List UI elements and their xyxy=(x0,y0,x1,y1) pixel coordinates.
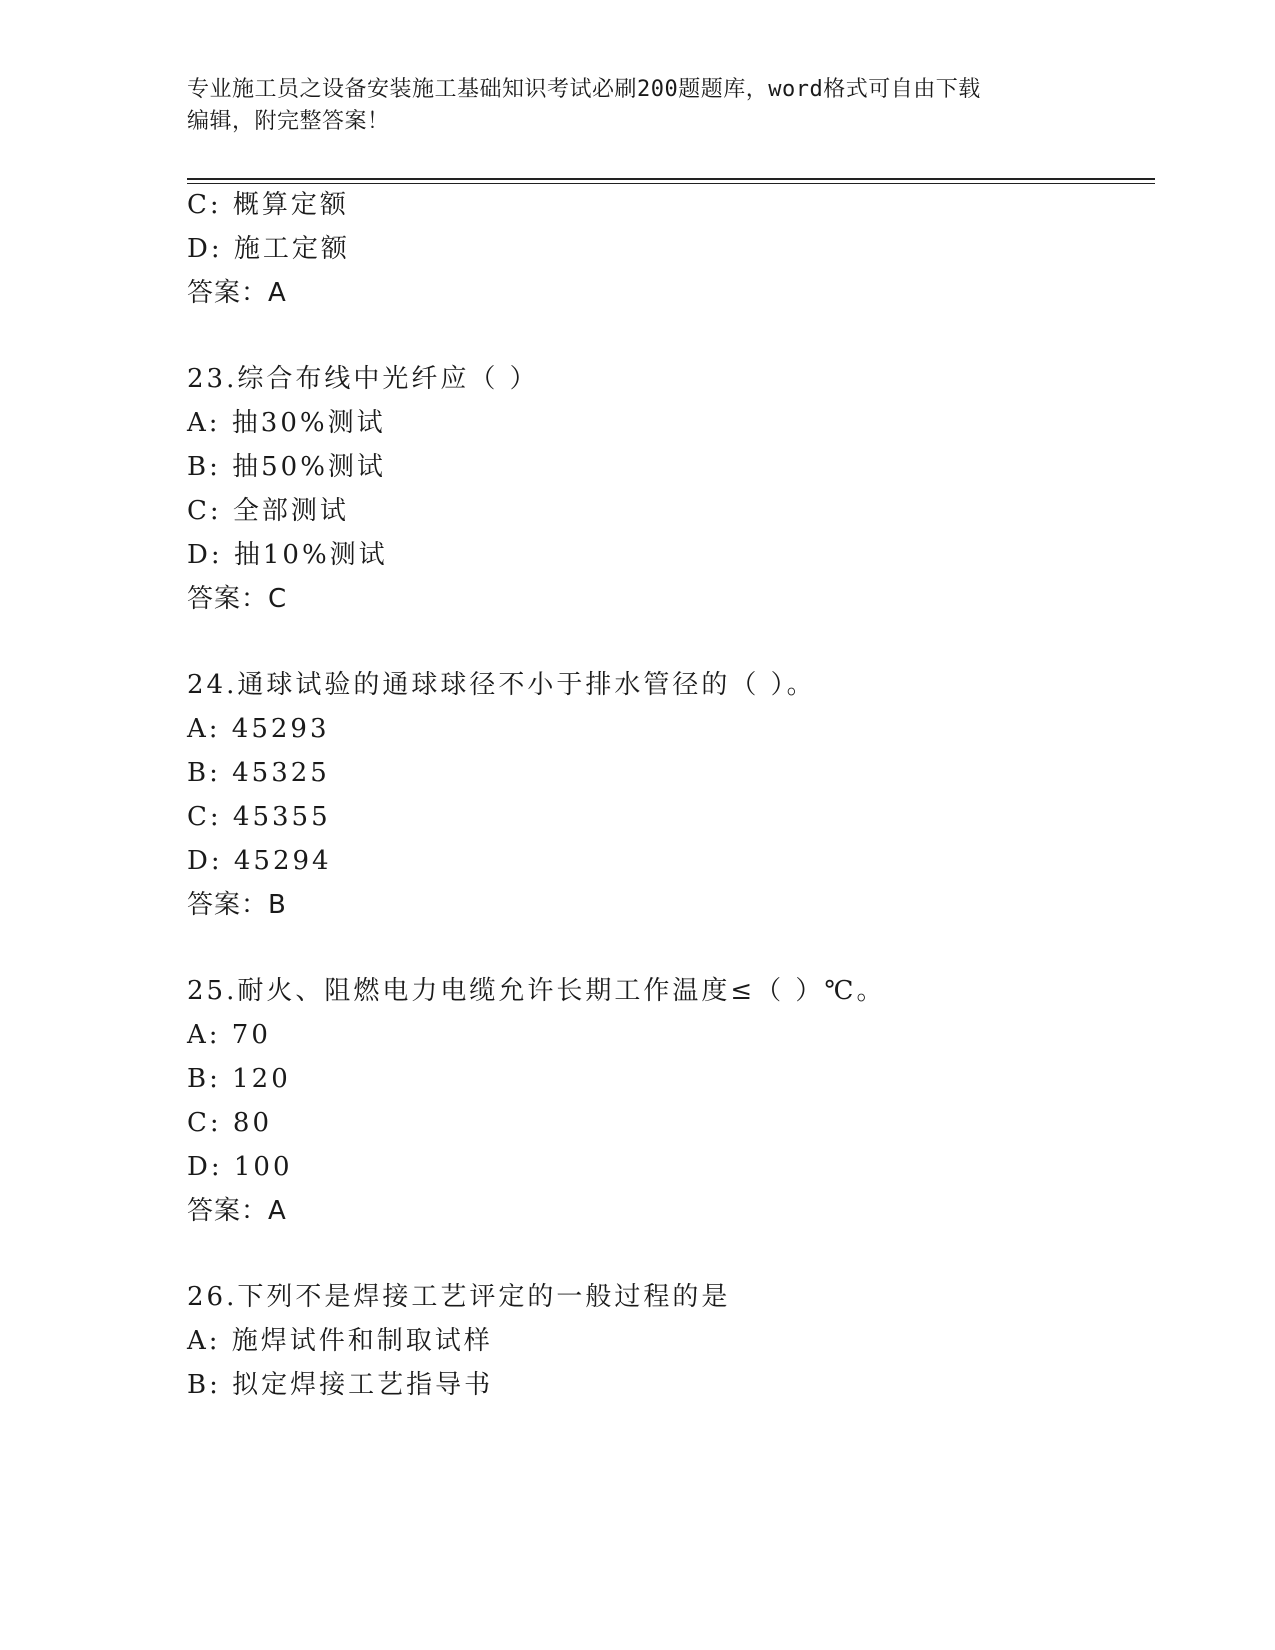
option-b: B: 拟定焊接工艺指导书 xyxy=(187,1370,494,1400)
option-a: A: 施焊试件和制取试样 xyxy=(187,1326,493,1356)
option-a: A: 45293 xyxy=(187,714,330,744)
question-stem-23: 23.综合布线中光纤应（ ） xyxy=(187,364,539,394)
header-divider-thin xyxy=(187,183,1155,184)
option-c: C: 45355 xyxy=(187,802,331,832)
option-d: D: 抽10%测试 xyxy=(187,540,388,570)
document-header xyxy=(187,74,1067,138)
header-line-2: 编辑，附完整答案！ xyxy=(187,109,390,134)
answer-line: 答案：C xyxy=(187,584,288,614)
option-b: B: 45325 xyxy=(187,758,330,788)
option-d: D: 施工定额 xyxy=(187,234,350,264)
option-c: C: 80 xyxy=(187,1108,273,1138)
answer-line: 答案：B xyxy=(187,890,287,920)
question-stem-26: 26.下列不是焊接工艺评定的一般过程的是 xyxy=(187,1282,731,1312)
header-line-1: 专业施工员之设备安装施工基础知识考试必刷200题题库，word格式可自由下载 xyxy=(187,77,981,102)
option-b: B: 抽50%测试 xyxy=(187,452,386,482)
question-stem-24: 24.通球试验的通球球径不小于排水管径的（ ）。 xyxy=(187,670,816,700)
option-b: B: 120 xyxy=(187,1064,291,1094)
answer-line: 答案：A xyxy=(187,1196,287,1226)
option-d: D: 45294 xyxy=(187,846,332,876)
option-a: A: 抽30%测试 xyxy=(187,408,386,438)
option-d: D: 100 xyxy=(187,1152,293,1182)
header-divider xyxy=(187,178,1155,180)
option-a: A: 70 xyxy=(187,1020,271,1050)
answer-line: 答案：A xyxy=(187,278,287,308)
option-c: C: 全部测试 xyxy=(187,496,349,526)
question-stem-25: 25.耐火、阻燃电力电缆允许长期工作温度≤（ ）℃。 xyxy=(187,976,886,1006)
option-c: C: 概算定额 xyxy=(187,190,349,220)
